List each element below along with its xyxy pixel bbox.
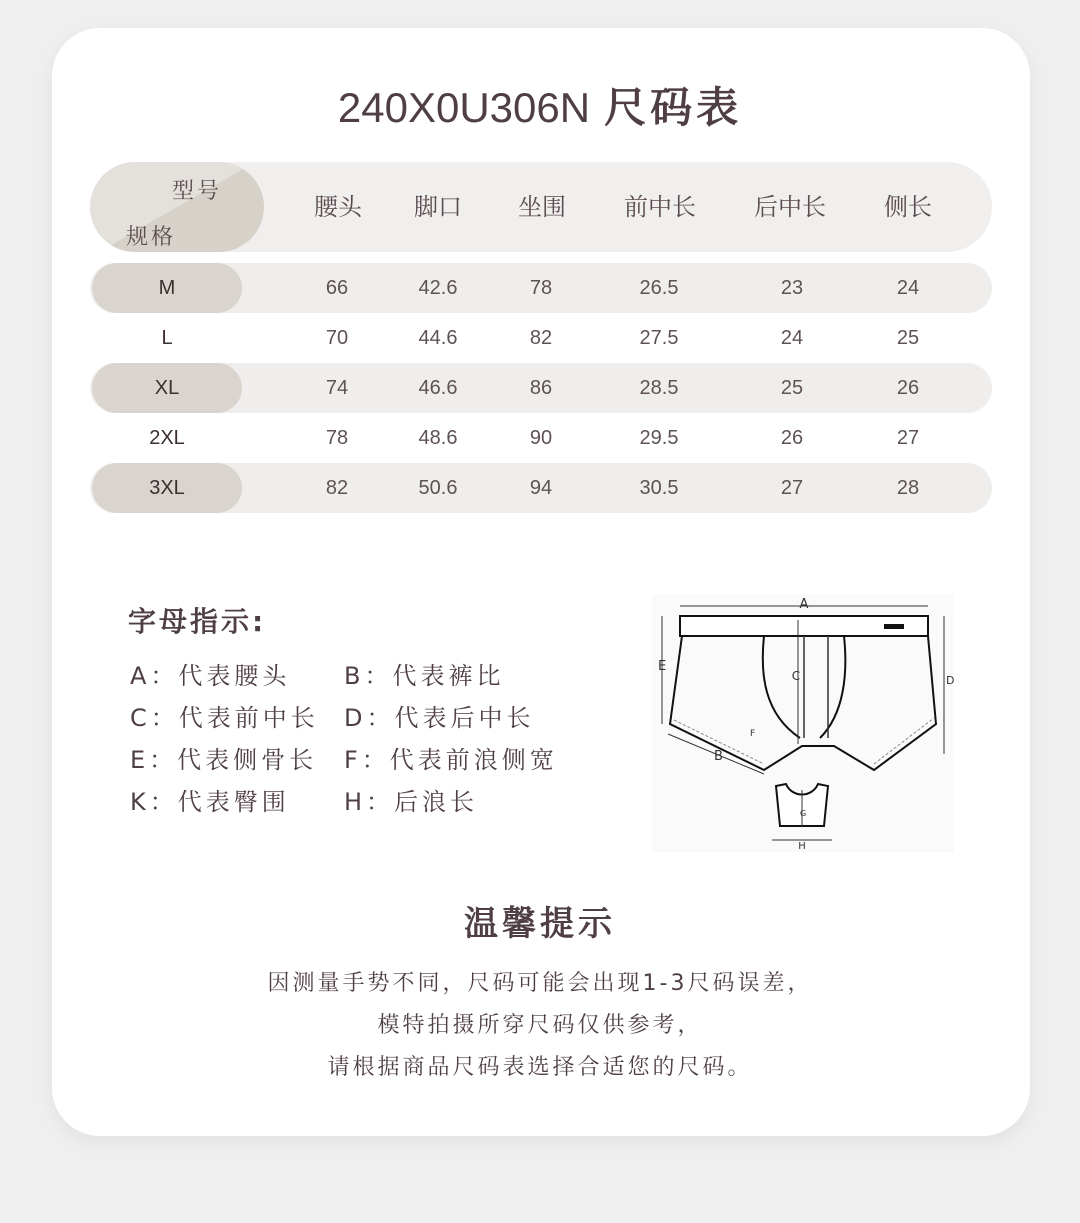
table-cell: 74: [325, 377, 349, 399]
dimension-label-b: B: [714, 749, 723, 764]
column-header: 后中长: [754, 193, 826, 221]
table-row: [90, 413, 992, 463]
legend-item: A：代表腰头: [130, 662, 291, 690]
table-cell: 70: [325, 327, 349, 349]
table-row: [90, 313, 992, 363]
size-table: [90, 162, 992, 513]
table-row: [90, 463, 992, 513]
dimension-label-c: C: [791, 669, 801, 683]
table-cell: 78: [529, 277, 553, 299]
legend-title: 字母指示:: [128, 605, 267, 638]
dimension-label-d: D: [946, 674, 954, 687]
table-cell: 78: [325, 427, 349, 449]
product-code: 240X0U306N: [337, 84, 591, 131]
dimension-label-h: H: [798, 841, 806, 852]
tip-line: 因测量手势不同，尺码可能会出现1-3尺码误差，: [267, 971, 813, 996]
legend-item: D：代表后中长: [344, 704, 535, 732]
table-cell: 24: [896, 277, 920, 299]
table-cell: 86: [529, 377, 553, 399]
column-header: 腰头: [314, 193, 362, 221]
table-cell: 42.6: [418, 277, 458, 299]
table-cell: 50.6: [418, 477, 458, 499]
table-cell: 28: [896, 477, 920, 499]
table-row: [90, 363, 992, 413]
table-cell: 28.5: [639, 377, 679, 399]
table-cell: 82: [529, 327, 553, 349]
size-label: XL: [92, 363, 242, 413]
table-cell: 27.5: [639, 327, 679, 349]
legend-item: E：代表侧骨长: [130, 746, 318, 774]
size-label: 2XL: [149, 427, 185, 449]
table-cell: 30.5: [639, 477, 679, 499]
table-row: [90, 263, 992, 313]
table-cell: 24: [780, 327, 804, 349]
table-cell: 25: [896, 327, 920, 349]
table-cell: 26.5: [639, 277, 679, 299]
table-cell: 82: [325, 477, 349, 499]
table-cell: 94: [529, 477, 553, 499]
size-label: 3XL: [92, 463, 242, 513]
legend-item: F：代表前浪侧宽: [344, 746, 558, 774]
tip-line: 请根据商品尺码表选择合适您的尺码。: [327, 1055, 753, 1080]
dimension-label-f: F: [750, 729, 756, 739]
table-cell: 44.6: [418, 327, 458, 349]
column-header: 坐围: [518, 193, 566, 221]
tips-title: 温馨提示: [464, 904, 616, 944]
dimension-label-g: G: [800, 809, 807, 818]
column-header: 侧长: [884, 193, 932, 221]
table-cell: 27: [896, 427, 920, 449]
size-label: M: [92, 263, 242, 313]
table-corner: [90, 162, 264, 252]
legend-item: B：代表裤比: [344, 662, 505, 690]
table-cell: 46.6: [418, 377, 458, 399]
table-cell: 48.6: [418, 427, 458, 449]
table-cell: 27: [780, 477, 804, 499]
column-header: 脚口: [414, 193, 462, 221]
corner-model-label: 型号: [172, 179, 223, 204]
column-header: 前中长: [624, 193, 696, 221]
dimension-label-e: E: [658, 659, 667, 674]
size-label: L: [161, 327, 173, 349]
dimension-label-a: A: [799, 597, 809, 612]
tip-line: 模特拍摄所穿尺码仅供参考，: [377, 1013, 703, 1038]
legend-item: H：后浪长: [344, 788, 479, 816]
legend-item: C：代表前中长: [130, 704, 319, 732]
table-cell: 26: [780, 427, 804, 449]
table-cell: 66: [325, 277, 349, 299]
legend-item: K：代表臀围: [130, 788, 290, 816]
table-cell: 23: [780, 277, 804, 299]
corner-spec-label: 规格: [126, 225, 177, 250]
table-cell: 25: [780, 377, 804, 399]
table-cell: 90: [529, 427, 553, 449]
table-cell: 26: [896, 377, 920, 399]
title-text: 尺码表: [604, 83, 743, 132]
table-cell: 29.5: [639, 427, 679, 449]
page-title: [0, 80, 1080, 136]
underwear-measurement-diagram: [652, 594, 954, 852]
table-header: [90, 162, 992, 252]
